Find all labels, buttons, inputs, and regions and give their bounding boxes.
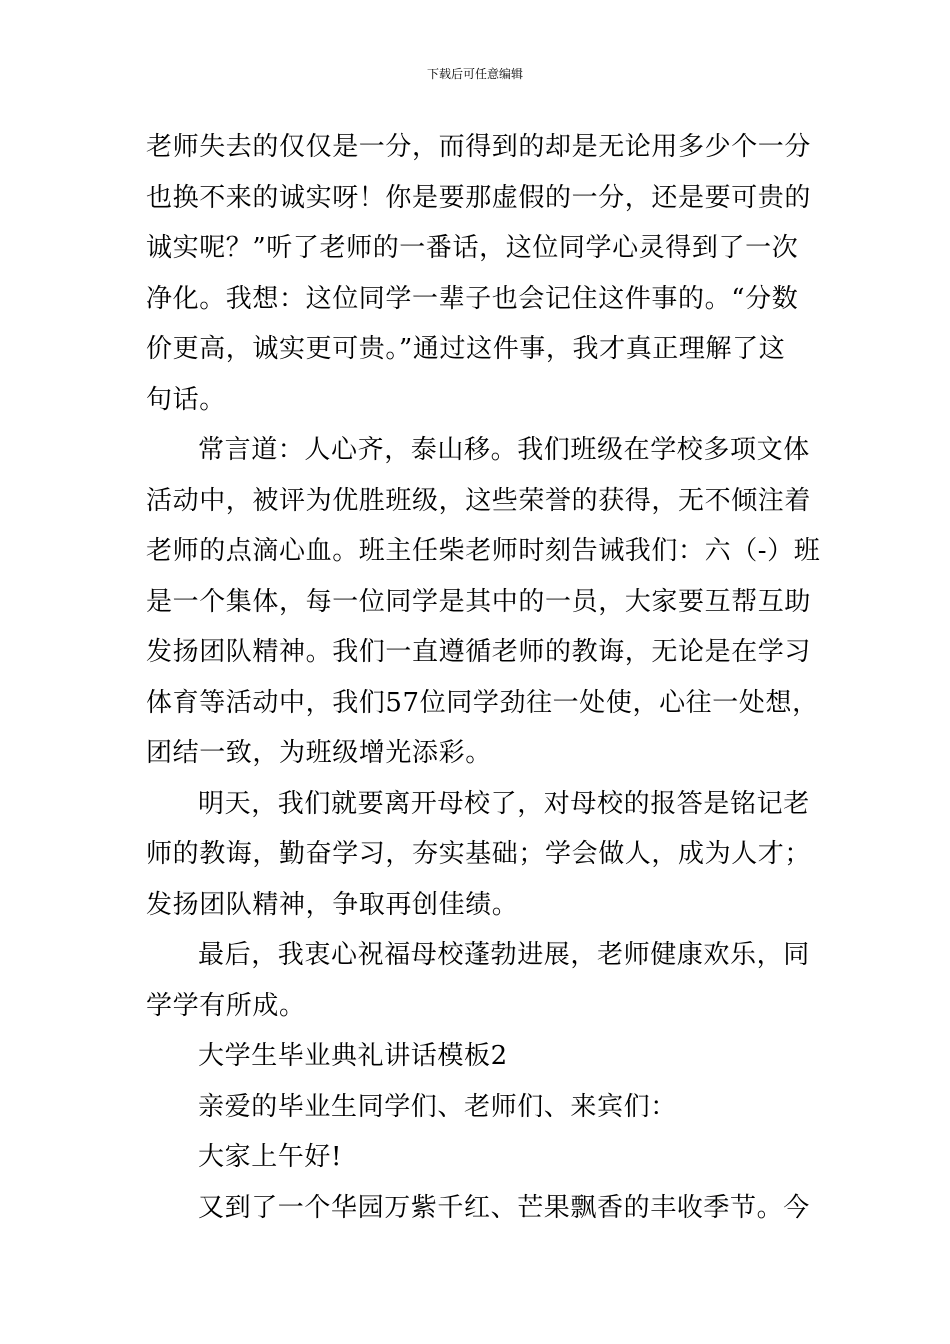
section-title: 大学生毕业典礼讲话模板2 [198, 1041, 508, 1071]
paragraph-line: 诚实呢？”听了老师的一番话，这位同学心灵得到了一次 [146, 233, 799, 263]
paragraph-line: 是一个集体，每一位同学是其中的一员，大家要互帮互助 [146, 586, 812, 617]
paragraph-line: 明天，我们就要离开母校了，对母校的报答是铭记老 [198, 788, 810, 819]
paragraph-line: 发扬团队精神。我们一直遵循老师的教诲，无论是在学习 [146, 637, 812, 667]
paragraph-line: 学学有所成。 [146, 990, 306, 1021]
paragraph-line: 常言道：人心齐，泰山移。我们班级在学校多项文体 [198, 435, 810, 465]
paragraph-line: 最后，我衷心祝福母校蓬勃进展，老师健康欢乐，同 [198, 940, 810, 970]
salutation-line: 亲爱的毕业生同学们、老师们、来宾们： [198, 1091, 677, 1122]
paragraph-line: 老师失去的仅仅是一分，而得到的却是无论用多少个一分 [146, 132, 812, 162]
paragraph-line: 活动中，被评为优胜班级，这些荣誉的获得，无不倾注着 [146, 485, 812, 516]
paragraph-line: 老师的点滴心血。班主任柴老师时刻告诫我们：六（-）班 [146, 536, 821, 566]
paragraph-line: 句话。 [146, 384, 226, 415]
document-body [146, 122, 821, 1233]
paragraph-line: 师的教诲，勤奋学习，夯实基础；学会做人，成为人才； [146, 839, 812, 869]
paragraph-line: 价更高，诚实更可贵。”通过这件事，我才真正理解了这 [146, 334, 786, 364]
paragraph-line: 也换不来的诚实呀！你是要那虚假的一分，还是要可贵的 [146, 182, 812, 213]
paragraph-line: 发扬团队精神，争取再创佳绩。 [146, 889, 519, 920]
paragraph-line: 又到了一个华园万紫千红、芒果飘香的丰收季节。今 [198, 1192, 810, 1223]
paragraph-line: 体育等活动中，我们57位同学劲往一处使，心往一处想， [146, 687, 819, 718]
paragraph-line: 净化。我想：这位同学一辈子也会记住这件事的。“分数 [146, 283, 799, 314]
paragraph-line: 团结一致，为班级增光添彩。 [146, 738, 492, 768]
greeting-line: 大家上午好! [198, 1142, 343, 1172]
page-header-note: 下载后可任意编辑 [426, 67, 523, 81]
